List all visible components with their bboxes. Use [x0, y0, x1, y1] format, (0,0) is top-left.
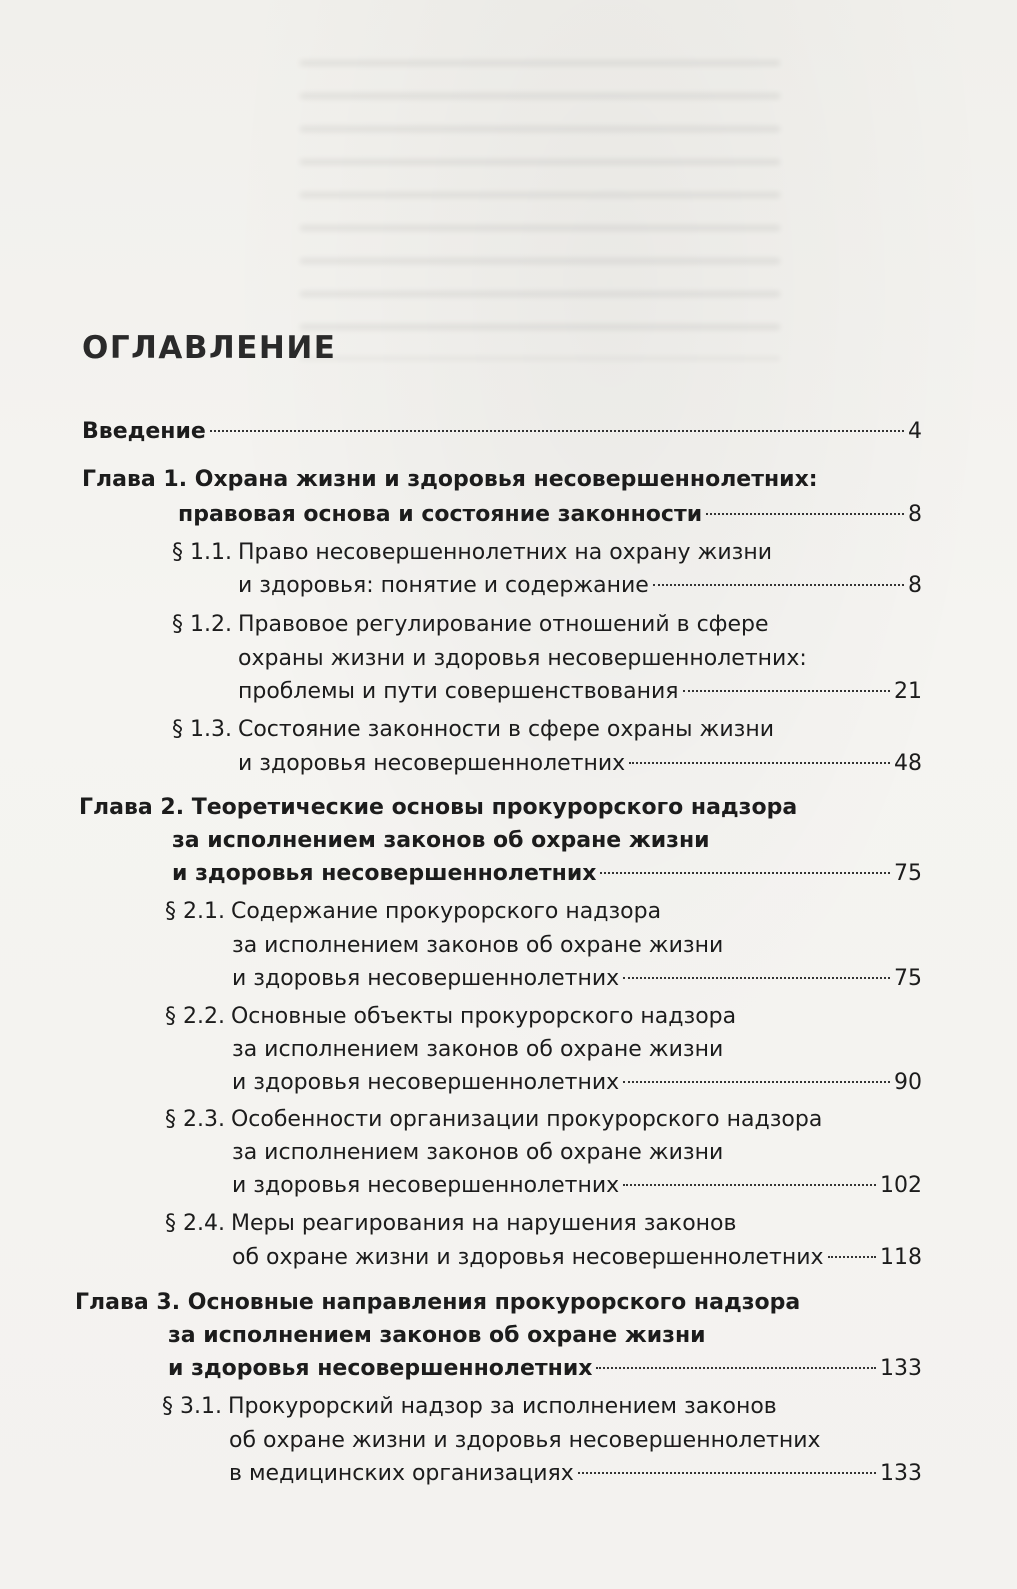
section-heading[interactable] [165, 1104, 822, 1136]
chapter-title-line: за исполнением законов об охране жизни [168, 1323, 706, 1348]
chapter-heading[interactable] [75, 1287, 800, 1319]
chapter-number: Глава 1. [82, 467, 188, 492]
section-mark: § 2.2. [165, 1004, 225, 1029]
chapter-title-line: Охрана жизни и здоровья несовершеннолетних: [194, 467, 818, 492]
dot-leader [623, 977, 890, 979]
section-title-line: Право несовершеннолетних на охрану жизни [237, 540, 773, 565]
section-heading[interactable] [172, 537, 772, 569]
section-heading-last-line[interactable] [232, 1170, 922, 1202]
chapter-number: Глава 3. [75, 1290, 181, 1315]
chapter-heading[interactable] [79, 792, 797, 824]
chapter-title-line: Теоретические основы прокурорского надзора [191, 795, 798, 820]
section-mark: § 2.1. [165, 899, 225, 924]
section-title-line: об охране жизни и здоровья несовершеннолетних [232, 1245, 824, 1270]
section-mark: § 1.2. [172, 612, 232, 637]
dot-leader [596, 1367, 876, 1369]
section-title-line: и здоровья несовершеннолетних [232, 1173, 620, 1198]
section-title-line: охраны жизни и здоровья несовершеннолетних: [238, 646, 807, 671]
section-heading[interactable] [172, 714, 774, 746]
section-title-line: и здоровья несовершеннолетних [232, 966, 620, 991]
section-heading[interactable] [165, 1001, 736, 1033]
section-title-line: за исполнением законов об охране жизни [232, 933, 724, 958]
section-title-line: и здоровья несовершеннолетних [238, 751, 626, 776]
section-heading[interactable] [165, 1208, 736, 1240]
toc-page-number: 118 [880, 1245, 922, 1270]
dot-leader [653, 584, 904, 586]
chapter-heading-last-line[interactable] [172, 858, 922, 890]
dot-leader [578, 1472, 876, 1474]
section-title-line: Правовое регулирование отношений в сфере [237, 612, 769, 637]
section-title-line: Прокурорский надзор за исполнением законов [227, 1394, 777, 1419]
dot-leader [629, 762, 890, 764]
section-heading-last-line[interactable] [229, 1458, 922, 1490]
section-mark: § 1.1. [172, 540, 232, 565]
section-mark: § 2.3. [165, 1107, 225, 1132]
chapter-title-line: и здоровья несовершеннолетних [168, 1356, 593, 1381]
section-title-line: в медицинских организациях [229, 1461, 574, 1486]
dot-leader [623, 1081, 890, 1083]
section-title-line: Особенности организации прокурорского надзора [230, 1107, 823, 1132]
chapter-heading-last-line[interactable] [168, 1353, 922, 1385]
dot-leader [683, 690, 890, 692]
toc-page-number: 48 [894, 751, 922, 776]
section-title-line: Состояние законности в сфере охраны жизни [237, 717, 775, 742]
toc-page-number: 133 [880, 1356, 922, 1381]
toc-page-number: 75 [894, 861, 922, 886]
toc-entry-intro[interactable] [82, 416, 922, 448]
dot-leader [828, 1256, 876, 1258]
toc-entry-label: Введение [82, 419, 206, 444]
toc-page-number: 133 [880, 1461, 922, 1486]
section-heading-last-line[interactable] [232, 963, 922, 995]
chapter-title-line: Основные направления прокурорского надзора [187, 1290, 801, 1315]
toc-page-number: 21 [894, 679, 922, 704]
section-title-line: проблемы и пути совершенствования [238, 679, 679, 704]
toc-page-number: 8 [908, 573, 922, 598]
chapter-number: Глава 2. [79, 795, 185, 820]
dot-leader [623, 1184, 876, 1186]
section-title-line: за исполнением законов об охране жизни [232, 1140, 724, 1165]
section-heading-last-line[interactable] [232, 1242, 922, 1274]
section-heading-last-line[interactable] [238, 676, 922, 708]
section-heading[interactable] [165, 896, 661, 928]
section-title-line: Содержание прокурорского надзора [230, 899, 662, 924]
section-heading[interactable] [172, 609, 769, 641]
dot-leader [600, 872, 890, 874]
toc-page-number: 8 [908, 502, 922, 527]
section-heading-last-line[interactable] [232, 1067, 922, 1099]
section-mark: § 1.3. [172, 717, 232, 742]
section-mark: § 2.4. [165, 1211, 225, 1236]
chapter-title-line: и здоровья несовершеннолетних [172, 861, 597, 886]
section-title-line: Меры реагирования на нарушения законов [230, 1211, 737, 1236]
section-title-line: Основные объекты прокурорского надзора [230, 1004, 737, 1029]
section-title-line: и здоровья: понятие и содержание [238, 573, 649, 598]
toc-page-number: 90 [894, 1070, 922, 1095]
toc-page-number: 75 [894, 966, 922, 991]
chapter-title-line: за исполнением законов об охране жизни [172, 828, 710, 853]
section-heading-last-line[interactable] [238, 748, 922, 780]
toc-title: ОГЛАВЛЕНИЕ [82, 330, 337, 366]
dot-leader [210, 430, 904, 432]
section-heading-last-line[interactable] [238, 570, 922, 602]
section-title-line: за исполнением законов об охране жизни [232, 1037, 724, 1062]
section-title-line: об охране жизни и здоровья несовершеннолетних [229, 1428, 821, 1453]
toc-page-number: 102 [880, 1173, 922, 1198]
toc-page-number: 4 [908, 419, 922, 444]
section-title-line: и здоровья несовершеннолетних [232, 1070, 620, 1095]
section-heading[interactable] [162, 1391, 777, 1423]
chapter-title-line: правовая основа и состояние законности [178, 502, 703, 527]
chapter-heading[interactable] [82, 464, 818, 496]
dot-leader [706, 513, 904, 515]
chapter-heading-last-line[interactable] [178, 499, 922, 531]
section-mark: § 3.1. [162, 1394, 222, 1419]
